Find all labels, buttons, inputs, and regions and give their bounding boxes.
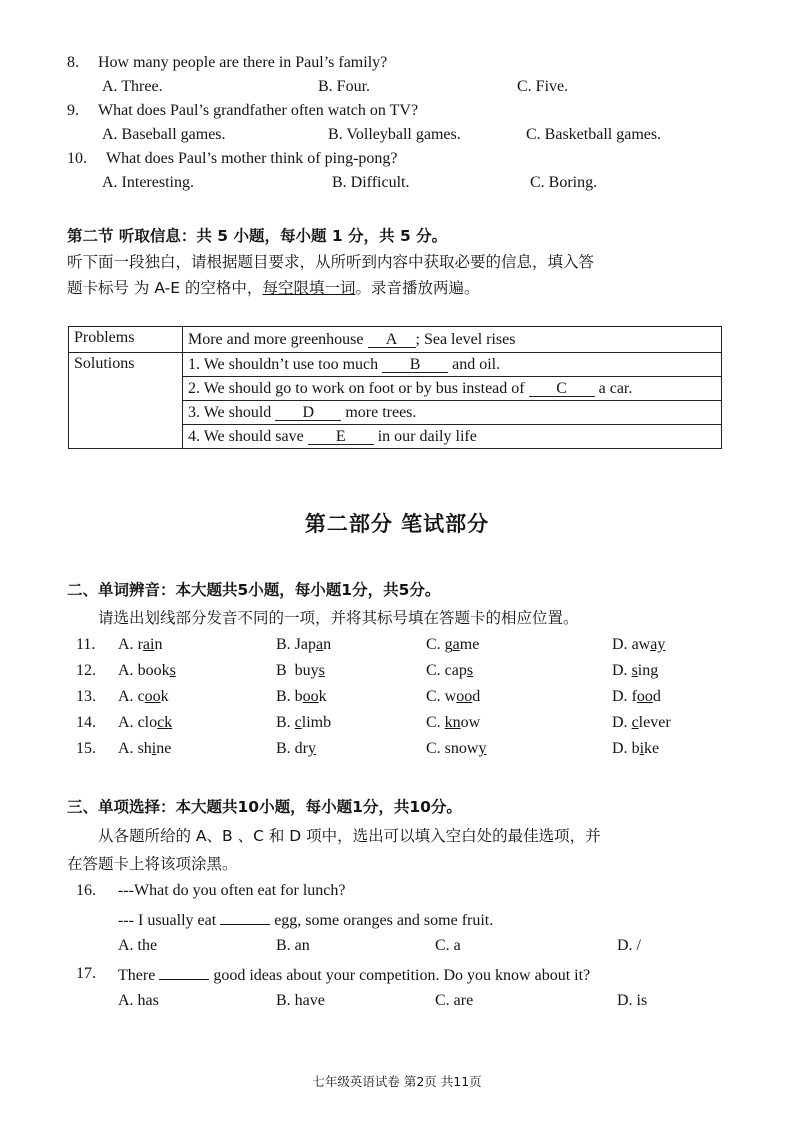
single-choice-instruction-line2: 在答题卡上将该项涂黑。: [67, 855, 238, 873]
instruction-text: 题卡标号 为 A-E 的空格中，: [67, 279, 263, 297]
option-b: B. have: [276, 992, 325, 1009]
blank-c: C: [529, 382, 595, 397]
solution-cell: [183, 353, 722, 377]
solution-cell: [183, 425, 722, 449]
option-letter: C.: [426, 662, 441, 679]
question-number: 16.: [76, 882, 96, 899]
option-a: [118, 662, 176, 680]
question-line: [118, 910, 493, 930]
solutions-label: Solutions: [69, 353, 183, 449]
word-part: dr: [294, 740, 308, 757]
option-letter: C.: [426, 740, 441, 757]
option-letter: D.: [612, 688, 628, 705]
option-d: D. is: [617, 992, 648, 1009]
word-part: ne: [156, 740, 172, 757]
option-d: [612, 740, 659, 758]
option-a: A. has: [118, 992, 159, 1009]
option-b: [276, 662, 325, 680]
word-part: lever: [638, 714, 671, 731]
word-part: aw: [631, 636, 651, 653]
word-part: d: [472, 688, 481, 705]
option-b: [276, 714, 331, 732]
option-letter: A.: [118, 636, 134, 653]
option-letter: B.: [276, 636, 291, 653]
section2-instruction-line1: 听下面一段独白，请根据题目要求，从所听到内容中获取必要的信息，填入答: [67, 253, 595, 271]
solution-cell: [183, 377, 722, 401]
blank-e: E: [308, 430, 374, 445]
question-text: There: [118, 967, 156, 984]
option-letter: D.: [612, 714, 628, 731]
option-a: [118, 688, 169, 706]
option-d: [612, 714, 671, 732]
solution-cell: [183, 401, 722, 425]
underlined-part: kn: [444, 714, 461, 731]
underlined-part: oo: [636, 688, 653, 705]
option-d: [612, 636, 665, 654]
option-c: [426, 662, 473, 680]
underlined-part: ck: [157, 714, 173, 731]
phonetics-heading: 二、单词辨音：本大题共5小题，每小题1分，共5分。: [67, 581, 441, 599]
option-c: [426, 740, 486, 758]
underlined-part: ay: [650, 636, 666, 653]
cell-text: and oil.: [452, 355, 501, 373]
part-title: 第二部分 笔试部分: [304, 512, 490, 536]
option-letter: B.: [276, 714, 291, 731]
underlined-part: s: [169, 662, 176, 679]
question-stem: How many people are there in Paul’s family?: [98, 54, 388, 71]
option-letter: A.: [118, 714, 134, 731]
single-choice-instruction-line1: 从各题所给的 A、B 、C 和 D 项中，选出可以填入空白处的最佳选项，并: [98, 827, 601, 845]
underlined-part: oo: [456, 688, 473, 705]
underlined-part: s: [318, 662, 325, 679]
option-c: C. are: [435, 992, 474, 1009]
underlined-part: oo: [302, 688, 319, 705]
question-line: [118, 965, 590, 985]
word-part: clo: [137, 714, 158, 731]
underlined-part: ai: [142, 636, 155, 653]
question-text: good ideas about your competition. Do you know about it?: [213, 967, 591, 984]
underlined-part: y: [478, 740, 487, 757]
underlined-part: c: [631, 714, 639, 731]
word-part: r: [137, 636, 143, 653]
word-part: buy: [294, 662, 319, 679]
underlined-part: i: [151, 740, 157, 757]
option-c: C. Boring.: [530, 174, 598, 191]
option-a: [118, 740, 171, 758]
option-b: B. Difficult.: [332, 174, 410, 191]
option-c: [426, 688, 480, 706]
word-part: b: [631, 740, 640, 757]
option-c: C. Basketball games.: [526, 126, 662, 143]
cell-text: 3. We should: [188, 403, 272, 421]
phonetics-instruction: 请选出划线部分发音不同的一项，并将其标号填在答题卡的相应位置。: [98, 609, 579, 627]
underlined-part: a: [452, 636, 460, 653]
question-stem: What does Paul’s mother think of ping-pong?: [106, 150, 398, 167]
option-a: A. Three.: [102, 78, 163, 95]
underlined-part: y: [308, 740, 316, 757]
table-row: [69, 327, 722, 353]
word-part: g: [444, 636, 453, 653]
cell-text: ; Sea level rises: [415, 330, 516, 348]
instruction-underlined: 每空限填一词: [262, 279, 356, 297]
word-part: n: [154, 636, 163, 653]
word-part: Jap: [294, 636, 316, 653]
option-d: [612, 688, 661, 706]
question-text: --- I usually eat: [118, 912, 217, 929]
answer-blank: [159, 965, 209, 980]
cell-text: in our daily life: [377, 427, 477, 445]
option-a: [118, 714, 172, 732]
option-letter: A.: [118, 662, 134, 679]
word-part: n: [323, 636, 332, 653]
option-letter: D.: [612, 636, 628, 653]
question-number: 11.: [76, 636, 96, 653]
option-letter: B.: [276, 688, 291, 705]
word-part: cap: [444, 662, 467, 679]
single-choice-heading: 三、单项选择：本大题共10小题，每小题1分，共10分。: [67, 798, 462, 816]
option-letter: B.: [276, 740, 291, 757]
cell-text: More and more greenhouse: [188, 330, 364, 348]
option-b: B. an: [276, 937, 310, 954]
question-number: 9.: [67, 102, 79, 119]
word-part: sh: [137, 740, 152, 757]
table-row: [69, 353, 722, 377]
cell-text: 4. We should save: [188, 427, 304, 445]
blank-a: A: [368, 333, 416, 348]
underlined-part: i: [639, 740, 645, 757]
option-letter: C.: [426, 714, 441, 731]
option-letter: C.: [426, 636, 441, 653]
word-part: d: [652, 688, 661, 705]
option-b: [276, 636, 331, 654]
option-letter: D.: [612, 662, 628, 679]
option-c: C. Five.: [517, 78, 569, 95]
underlined-part: oo: [144, 688, 161, 705]
cell-text: a car.: [598, 379, 633, 397]
word-part: ing: [637, 662, 659, 679]
option-b: [276, 740, 316, 758]
option-letter: A.: [118, 688, 134, 705]
underlined-part: s: [631, 662, 638, 679]
blank-b: B: [382, 358, 448, 373]
option-c: C. a: [435, 937, 461, 954]
section2-instruction-line2: [67, 276, 479, 298]
question-number: 8.: [67, 54, 79, 71]
option-d: [612, 662, 658, 680]
problems-label: Problems: [69, 327, 183, 353]
question-number: 12.: [76, 662, 96, 679]
answer-blank: [220, 910, 270, 925]
option-b: [276, 688, 327, 706]
cell-text: 2. We should go to work on foot or by bus instead of: [188, 379, 525, 397]
question-number: 17.: [76, 965, 96, 982]
option-c: [426, 636, 479, 654]
question-text: egg, some oranges and some fruit.: [274, 912, 494, 929]
question-line: ---What do you often eat for lunch?: [118, 882, 346, 899]
word-part: w: [444, 688, 457, 705]
word-part: snow: [444, 740, 479, 757]
word-part: b: [294, 688, 303, 705]
option-d: D. /: [617, 937, 641, 954]
information-table: [68, 326, 722, 449]
word-part: limb: [301, 714, 332, 731]
word-part: me: [459, 636, 480, 653]
option-letter: B: [276, 662, 287, 679]
underlined-part: s: [466, 662, 474, 679]
word-part: f: [631, 688, 637, 705]
cell-text: 1. We shouldn’t use too much: [188, 355, 379, 373]
option-letter: C.: [426, 688, 441, 705]
question-number: 14.: [76, 714, 96, 731]
question-number: 13.: [76, 688, 96, 705]
option-a: A. Interesting.: [102, 174, 194, 191]
page-footer: 七年级英语试卷 第2页 共11页: [312, 1074, 482, 1089]
option-c: [426, 714, 480, 732]
section2-heading: 第二节 听取信息：共 5 小题，每小题 1 分，共 5 分。: [67, 227, 448, 245]
word-part: k: [318, 688, 327, 705]
word-part: ke: [644, 740, 660, 757]
option-letter: A.: [118, 740, 134, 757]
underlined-part: a: [316, 636, 324, 653]
question-number: 10.: [67, 150, 87, 167]
option-a: [118, 636, 162, 654]
option-b: B. Four.: [318, 78, 371, 95]
blank-d: D: [275, 406, 341, 421]
question-number: 15.: [76, 740, 96, 757]
option-a: A. the: [118, 937, 158, 954]
underlined-part: c: [294, 714, 302, 731]
option-b: B. Volleyball games.: [328, 126, 461, 143]
option-a: A. Baseball games.: [102, 126, 226, 143]
word-part: c: [137, 688, 145, 705]
option-letter: D.: [612, 740, 628, 757]
cell-text: more trees.: [345, 403, 417, 421]
problems-cell: [183, 327, 722, 353]
word-part: k: [160, 688, 169, 705]
word-part: ow: [460, 714, 481, 731]
question-stem: What does Paul’s grandfather often watch on TV?: [98, 102, 419, 119]
word-part: book: [137, 662, 170, 679]
instruction-text: 。录音播放两遍。: [355, 279, 480, 297]
